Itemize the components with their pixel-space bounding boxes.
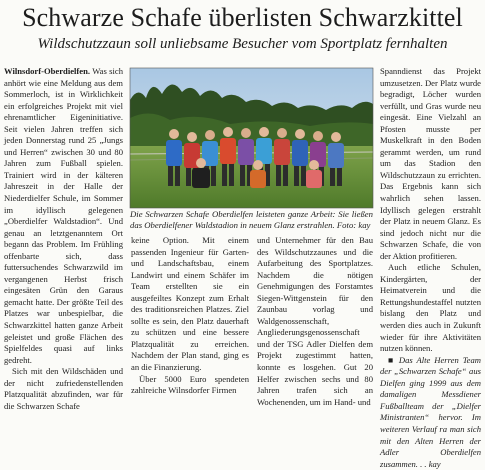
column-3 (257, 235, 373, 407)
headline: Schwarze Schafe überlisten Schwarzkittel (22, 3, 463, 32)
paragraph: Sich mit den Wildschäden und der nicht zufriedenstellenden Platzqualität abzufinden, war für die Schwarzen Schafe (4, 366, 123, 411)
team-photo-image (130, 68, 373, 208)
paragraph: Spanndienst das Projekt umzusetzen. Der Platz wurde begradigt, Löcher wurden verfüllt, und Gras wurde neu eingesät. Eine Vielzahl an Pfosten musste per Muskelkraft in den Boden gerammt werden, um rund um das Stadion den Wildschutzzaun zu errichten. Das Ergebnis kann sich wahrlich sehen lassen. Idyllisch gelegen erstrahlt der Platz in neuem Glanz. Es sind jedoch nicht nur die Schwarzen Schafe, die von der Aktion profitieren. (380, 66, 481, 261)
team-photo (130, 68, 373, 208)
paragraph-text: Was sich anhört wie eine Meldung aus dem Sommerloch, ist in Wirklichkeit ein erfolgreiches Projekt mit viel ehrenamtlicher Eigeninitiative. Seit vielen Jahren treffen sich jeden Donnerstag rund 25 „Jungs und Herren“ zwischen 30 und 80 Jahren zum Fußball spielen. Trainiert wird in der kälteren Jahreszeit in der Halle der Niederdielfer Schule, im Sommer im idyllisch gelegenen „Oberdielfer Waldstadion“. Und genau an letztgenanntem Ort begann das Problem. Im Frühling offenbarte sich, dass futtersuchendes Schwarzwild im vergangenen Herbst frisch eingesäten Grün den Garaus gemacht hatte. Der größte Teil des Platzes war unbespielbar, die Schwarzkittel hatten ganze Arbeit geleistet und große Flächen des Spielfeldes quasi auf links gedreht. (4, 66, 124, 365)
dateline: Wilnsdorf-Oberdielfen. (4, 66, 91, 76)
paragraph: keine Option. Mit einem passenden Ingenieur für Garten- und Landschaftsbau, einem Landwirt und einem Schäfer im Team erstellten sie ein ausgefeiltes Konzept zum Erhalt des traditionsreichen Platzes. Ziel sollte es sein, den Platz dauerhaft zu schützen und eine bessere Platzqualität zu erreichen. Nachdem der Plan stand, ging es an die Finanzierung. (131, 235, 249, 373)
column-1 (4, 66, 124, 411)
photo-caption: Die Schwarzen Schafe Oberdielfen leisteten ganze Arbeit: Sie ließen das Oberdielfener Waldstadion in neuem Glanz erstrahlen. Foto: kay (130, 209, 373, 230)
column-2 (131, 235, 249, 398)
info-note: ■ Das Alte Herren Team der „Schwarzen Schafe“ aus Dielfen ging 1999 aus dem damaligen Messdiener Fußballteam der „Dielfer Ministranten“ hervor. Im weiteren Verlauf ra man sich mit den Alten Herren der Adler Oberdielfen zusammen. . . kay (380, 354, 481, 469)
paragraph: Auch etliche Schulen, Kindergärten, der Heimatverein und die Rettungshundestaffel nutzten bislang den Platz und werden dies auch in Zukunft wieder für ihre Aktivitäten nutzen können. (380, 262, 481, 354)
column-4 (380, 66, 481, 469)
paragraph: Über 5000 Euro spendeten zahlreiche Wilnsdorfer Firmen (131, 373, 249, 396)
paragraph (4, 66, 123, 366)
subheadline: Wildschutzzaun soll unliebsame Besucher vom Sportplatz fernhalten (37, 36, 448, 52)
paragraph: und Unternehmer für den Bau des Wildschutzzaunes und die Aufarbeitung des Sportplatzes. Nachdem die nötigen Genehmigungen des Forstamtes Siegen-Wittgenstein für den Zaunbau vorlag und Waldgenossenschaft, Angliederungsgenossenschaft und der TSG Adler Dielfen dem Projekt zugestimmt hatten, konnte es losgehen. Gut 20 Helfer zwischen sechs und 80 Jahren trafen sich an Wochenenden, um im Hand- und (257, 235, 373, 407)
